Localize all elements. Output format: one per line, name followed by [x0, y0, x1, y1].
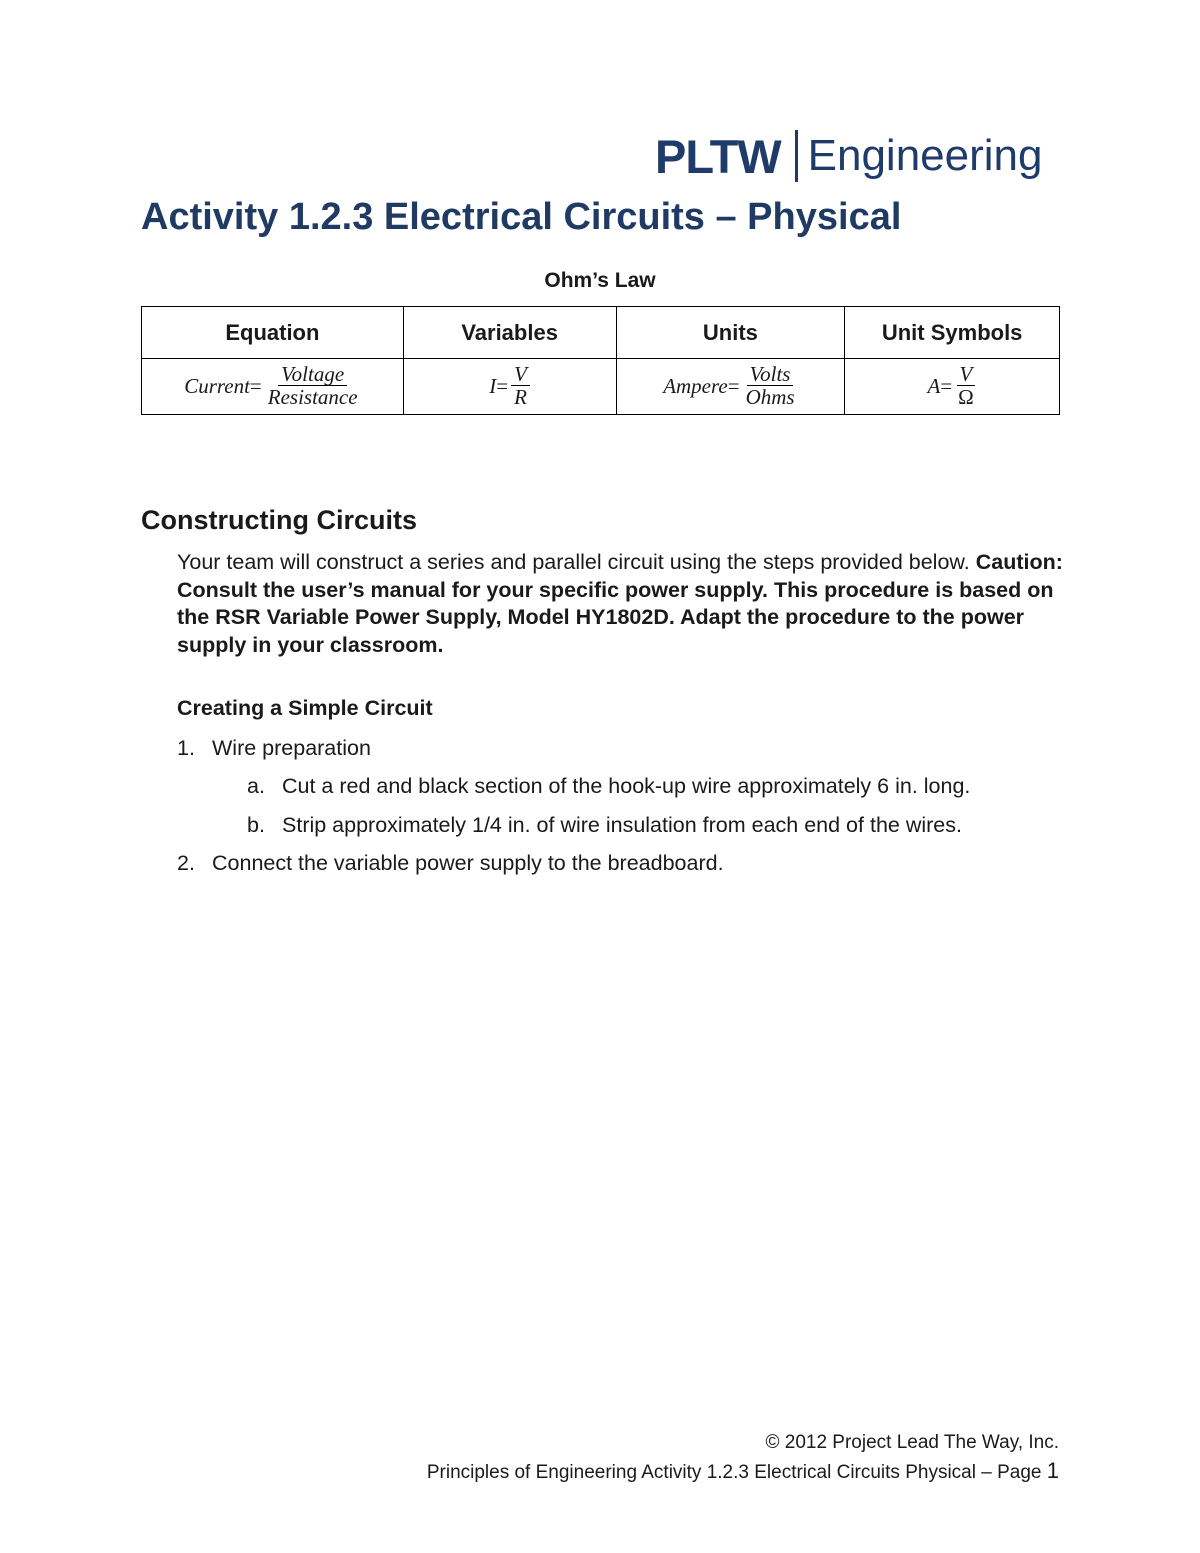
footer-doc-line — [427, 1458, 1059, 1484]
logo-brand: PLTW — [655, 129, 781, 183]
formula-numerator: Voltage — [278, 363, 347, 386]
list-marker: a. — [247, 774, 265, 798]
page-title: Activity 1.2.3 Electrical Circuits – Physical — [141, 196, 902, 238]
list-marker: b. — [247, 813, 265, 837]
formula-equals: = — [496, 373, 509, 398]
formula-fraction — [265, 363, 361, 409]
formula-denominator: R — [514, 385, 527, 410]
variables-formula — [489, 363, 530, 409]
table-row — [142, 359, 1060, 415]
formula-lhs: A — [927, 373, 941, 398]
cell-unit-symbols — [845, 359, 1060, 415]
list-text: Wire preparation — [212, 736, 371, 760]
subsection-heading: Creating a Simple Circuit — [177, 696, 433, 720]
list-item — [177, 851, 724, 876]
section-heading: Constructing Circuits — [141, 505, 418, 535]
header-variables: Variables — [403, 307, 616, 359]
ohms-law-table — [141, 306, 1060, 415]
list-item — [177, 736, 371, 761]
table-caption: Ohm’s Law — [544, 269, 656, 292]
list-item — [247, 774, 970, 799]
cell-equation — [142, 359, 404, 415]
symbols-formula — [927, 363, 976, 409]
logo-divider — [795, 130, 798, 182]
table-header-row — [142, 307, 1060, 359]
caution-text: Caution: Consult the user’s manual for your specific power supply. This procedure is based on the RSR Variable Power Supply, Model HY1802D. Adapt the procedure to the power supply in your classroom. — [177, 550, 1063, 657]
formula-equals: = — [727, 373, 740, 398]
logo-division: Engineering — [807, 131, 1043, 180]
formula-denominator: Ω — [958, 385, 974, 410]
formula-numerator: V — [957, 363, 976, 386]
formula-equals: = — [249, 373, 262, 398]
units-formula — [663, 363, 797, 409]
equation-formula — [184, 363, 360, 409]
list-text: Strip approximately 1/4 in. of wire insulation from each end of the wires. — [282, 813, 962, 837]
header-units: Units — [616, 307, 845, 359]
list-text: Connect the variable power supply to the breadboard. — [212, 851, 724, 875]
intro-text: Your team will construct a series and parallel circuit using the steps provided below. — [177, 550, 970, 574]
formula-denominator: Ohms — [745, 385, 795, 410]
formula-equals: = — [940, 373, 953, 398]
list-text: Cut a red and black section of the hook-up wire approximately 6 in. long. — [282, 774, 971, 798]
header-equation: Equation — [142, 307, 404, 359]
formula-lhs: Ampere — [663, 373, 728, 398]
formula-fraction — [743, 363, 798, 409]
formula-numerator: V — [511, 363, 530, 386]
formula-numerator: Volts — [747, 363, 794, 386]
header-unit-symbols: Unit Symbols — [845, 307, 1060, 359]
formula-fraction — [511, 363, 530, 409]
footer-copyright: © 2012 Project Lead The Way, Inc. — [765, 1432, 1059, 1453]
list-marker: 2. — [177, 851, 195, 875]
formula-lhs: Current — [184, 373, 250, 398]
formula-denominator: Resistance — [267, 385, 358, 410]
section-intro — [177, 549, 1067, 659]
formula-fraction — [955, 363, 977, 409]
page-number: 1 — [1046, 1458, 1059, 1483]
footer-doc-title: Principles of Engineering Activity 1.2.3 Electrical Circuits Physical – Page — [426, 1462, 1042, 1483]
formula-lhs: I — [489, 373, 497, 398]
list-item — [247, 813, 962, 838]
pltw-engineering-logo — [655, 128, 1043, 184]
list-marker: 1. — [177, 736, 195, 760]
cell-units — [616, 359, 845, 415]
cell-variables — [403, 359, 616, 415]
